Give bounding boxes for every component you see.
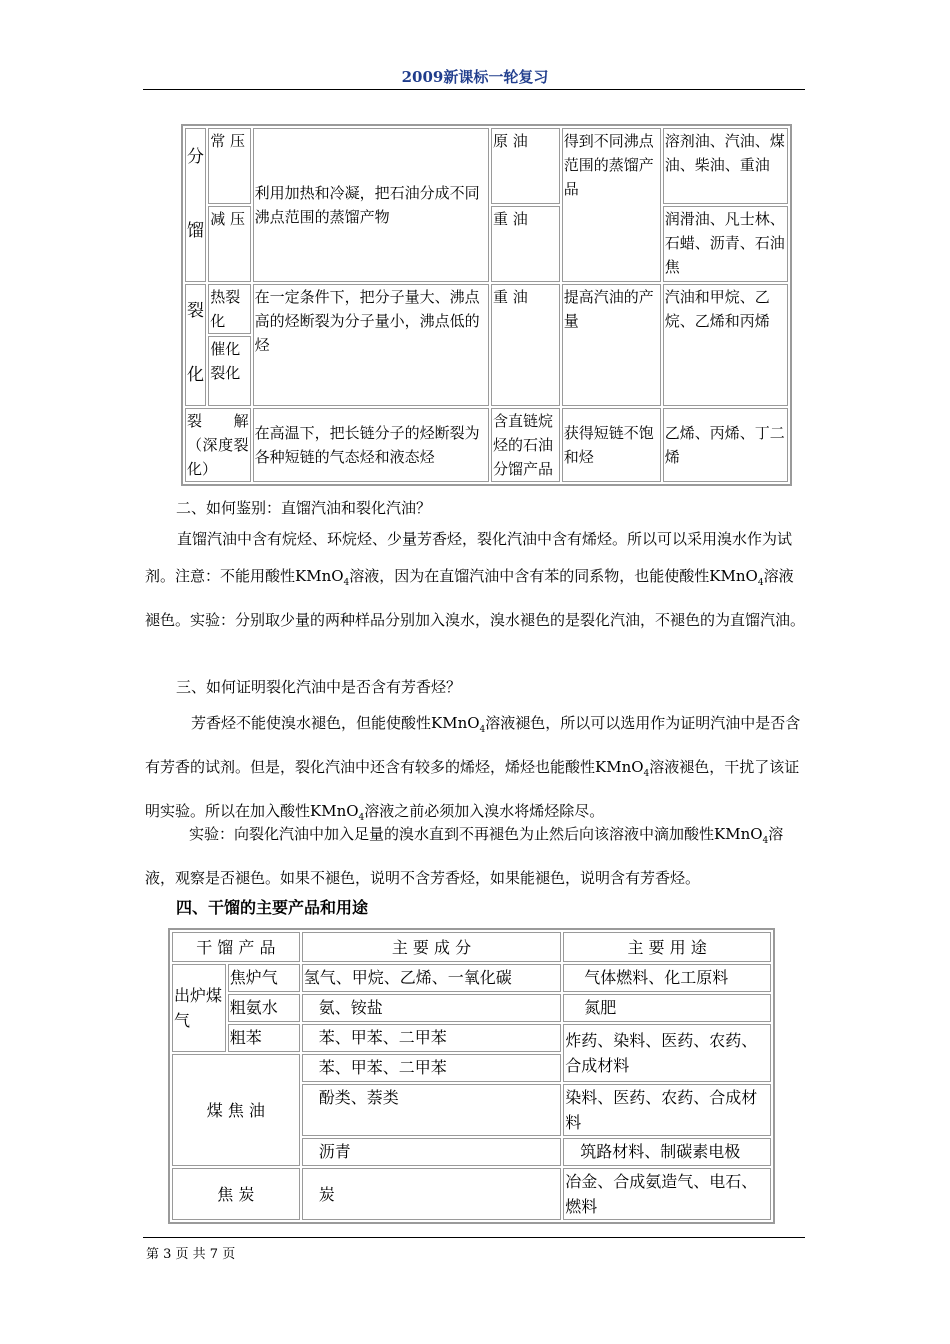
jiaotan-composition: 炭 <box>302 1168 561 1220</box>
section3-title: 三、如何证明裂化汽油中是否含有芳香烃？ <box>176 678 462 696</box>
section2-title: 二、如何鉴别：直馏汽油和裂化汽油？ <box>176 499 432 517</box>
dry-distillation-table <box>168 928 775 1224</box>
jiaolu-use: 气体燃料、化工原料 <box>563 964 771 992</box>
cuihua-cell: 催化裂化 <box>208 336 250 406</box>
header-divider <box>143 89 805 90</box>
liehua-principle: 在一定条件下，把分子量大、沸点高的烃断裂为分子量小，沸点低的烃 <box>253 284 489 406</box>
liejie-purpose: 获得短链不饱和烃 <box>562 408 661 482</box>
fenliu-material-crude: 原 油 <box>491 128 560 204</box>
cu-ben: 粗苯 <box>228 1024 300 1052</box>
fenliu-material-heavy: 重 油 <box>491 206 560 282</box>
liehua-products: 汽油和甲烷、乙烷、乙烯和丙烯 <box>663 284 788 406</box>
meijiaoyou-use-2: 染料、医药、农药、合成材料 <box>563 1084 771 1136</box>
meijiaoyou-composition-1: 苯、甲苯、二甲苯 <box>302 1054 561 1082</box>
col-header-composition: 主 要 成 分 <box>302 932 561 962</box>
changya-products: 溶剂油、汽油、煤油、柴油、重油 <box>663 128 788 204</box>
changya-cell: 常 压 <box>208 128 250 204</box>
cu-anshui: 粗氨水 <box>228 994 300 1022</box>
section3-paragraph2: 实验：向裂化汽油中加入足量的溴水直到不再褪色为止然后向该溶液中滴加酸性KMnO$_4$溶液，观察是否褪色。如果不褪色，说明不含芳香烃，如果能褪色，说明含有芳香烃。 <box>145 825 784 887</box>
liehua-purpose: 提高汽油的产量 <box>562 284 661 406</box>
cuanshui-composition: 氨、铵盐 <box>302 994 561 1022</box>
meijiaoyou-label: 煤 焦 油 <box>172 1054 300 1166</box>
section4-title: 四、干馏的主要产品和用途 <box>176 898 369 917</box>
jianya-cell: 减 压 <box>208 206 250 282</box>
footer-divider <box>143 1237 805 1238</box>
col-header-product: 干 馏 产 品 <box>172 932 300 962</box>
cuanshui-use: 氮肥 <box>563 994 771 1022</box>
liejie-products: 乙烯、丙烯、丁二烯 <box>663 408 788 482</box>
relie-cell: 热裂化 <box>208 284 250 334</box>
liejie-label: 裂 解（深度裂化） <box>185 408 251 482</box>
jiaolu-qi: 焦炉气 <box>228 964 300 992</box>
liejie-material: 含直链烷烃的石油分馏产品 <box>491 408 560 482</box>
chulu-meiqi-label: 出炉煤气 <box>172 964 226 1052</box>
page-number: 第 3 页 共 7 页 <box>146 1247 236 1262</box>
liehua-material: 重 油 <box>491 284 560 406</box>
meijiaoyou-composition-2: 酚类、萘类 <box>302 1084 561 1136</box>
section3-paragraph1: 芳香烃不能使溴水褪色，但能使酸性KMnO$_4$溶液褪色，所以可以选用作为证明汽油中是否含有芳香的试剂。但是，裂化汽油中还含有较多的烯烃，烯烃也能酸性KMnO$_4$溶液褪色，干扰了该证明实验。所以在加入酸性KMnO$_4$溶液之前必须加入溴水将烯烃除尽。 <box>145 714 801 823</box>
col-header-use: 主 要 用 途 <box>563 932 771 962</box>
fenliu-label: 分 馏 <box>185 128 206 282</box>
fenliu-principle: 利用加热和冷凝，把石油分成不同沸点范围的蒸馏产物 <box>253 128 489 282</box>
liejie-principle: 在高温下，把长链分子的烃断裂为各种短链的气态烃和液态烃 <box>253 408 489 482</box>
section2-paragraph: 直馏汽油中含有烷烃、环烷烃、少量芳香烃，裂化汽油中含有烯烃。所以可以采用溴水作为试剂。注意：不能用酸性KMnO$_4$溶液，因为在直馏汽油中含有苯的同系物，也能使酸性KMnO$_4$溶液褪色。实验：分别取少量的两种样品分别加入溴水，溴水褪色的是裂化汽油，不褪色的为直馏汽油。 <box>145 530 806 629</box>
petroleum-processing-table <box>181 124 792 486</box>
jiaotan-label: 焦 炭 <box>172 1168 300 1220</box>
jianya-products: 润滑油、凡士林、石蜡、沥青、石油焦 <box>663 206 788 282</box>
fenliu-purpose: 得到不同沸点范围的蒸馏产品 <box>562 128 661 282</box>
cuben-use: 炸药、染料、医药、农药、合成材料 <box>563 1024 771 1082</box>
jiaotan-use: 冶金、合成氨造气、电石、燃料 <box>563 1168 771 1220</box>
meijiaoyou-composition-3: 沥青 <box>302 1138 561 1166</box>
jiaolu-composition: 氢气、甲烷、乙烯、一氧化碳 <box>302 964 561 992</box>
cuben-composition: 苯、甲苯、二甲苯 <box>302 1024 561 1052</box>
page-header-title: 2009新课标一轮复习 <box>401 68 549 86</box>
liehua-label: 裂 化 <box>185 284 206 406</box>
meijiaoyou-use-3: 筑路材料、制碳素电极 <box>563 1138 771 1166</box>
